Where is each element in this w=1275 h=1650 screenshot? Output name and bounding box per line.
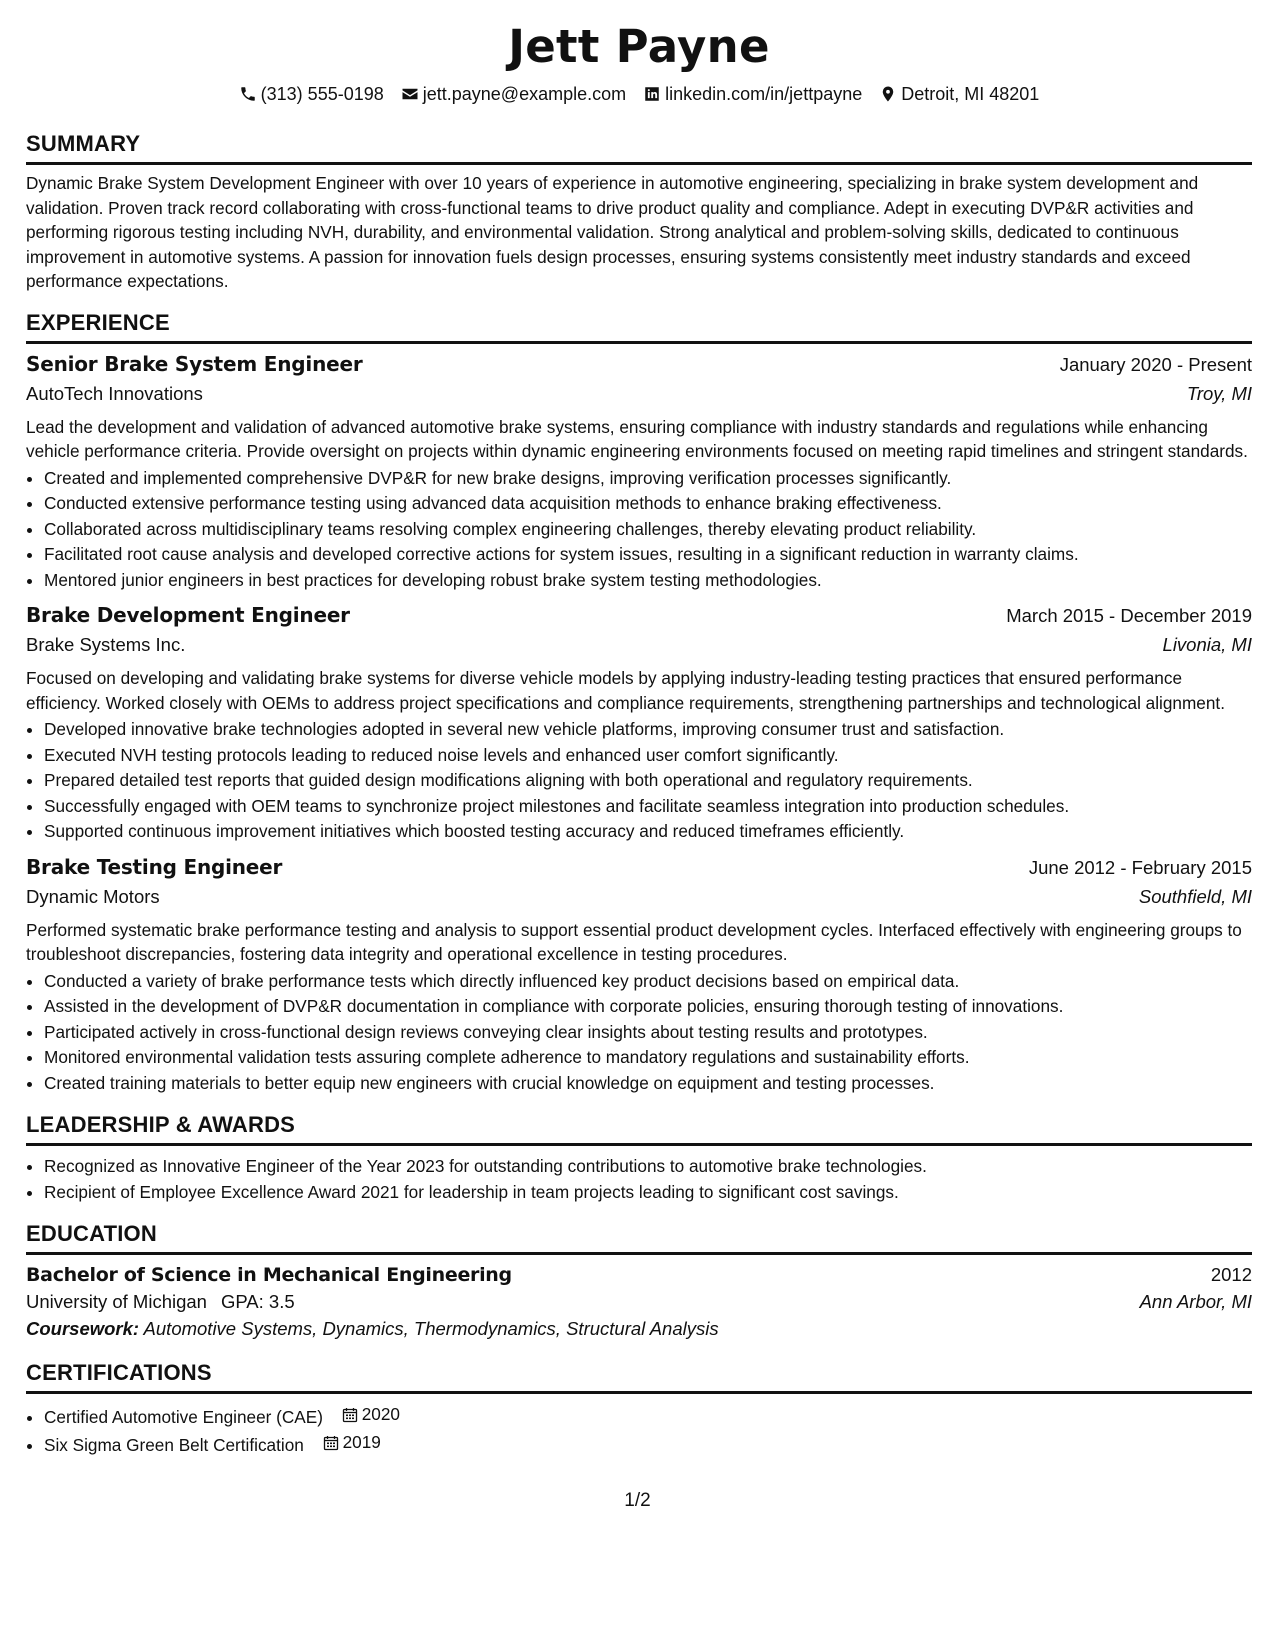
- school-location: Ann Arbor, MI: [1139, 1291, 1252, 1312]
- summary-text: Dynamic Brake System Development Engineer with over 10 years of experience in automotive engineering, specializing in brake system development and validation. Proven track record collaborating with cross-functional teams to drive product quality and compliance. Adept in executing DVP&R activities and performing rigorous testing including NVH, durability, and environmental validation. Strong analytical and problem-solving skills, dedicated to continuous improvement in automotive systems. A passion for innovation fuels design processes, ensuring systems consistently meet industry standards and exceed performance expectations.: [26, 173, 1199, 291]
- bullet-item: • Conducted a variety of brake performance tests which directly influenced key product decisions based on empirical data.: [44, 969, 1252, 995]
- job-bullets: [26, 466, 1252, 594]
- certification-year: 2019: [342, 1432, 381, 1453]
- bullet-item: • Executed NVH testing protocols leading to reduced noise levels and enhanced user comfort significantly.: [44, 743, 1252, 769]
- phone-icon: [239, 85, 257, 103]
- bullet-item: • Monitored environmental validation tests assuring complete adherence to mandatory regulations and sustainability efforts.: [44, 1045, 1252, 1071]
- job-title: Brake Development Engineer: [26, 603, 350, 627]
- job-title: Senior Brake System Engineer: [26, 351, 363, 376]
- location-text: Detroit, MI 48201: [901, 84, 1040, 104]
- contact-linkedin[interactable]: [643, 82, 862, 106]
- job-company: AutoTech Innovations: [26, 382, 203, 404]
- calendar-icon: [342, 1407, 358, 1423]
- job-entry: [26, 603, 1252, 845]
- education-section: [26, 1221, 1252, 1340]
- bullet-item: • Recipient of Employee Excellence Award 2021 for leadership in team projects leading to significant cost savings.: [44, 1180, 1252, 1206]
- bullet-item: • Participated actively in cross-functional design reviews conveying clear insights about testing results and prototypes.: [44, 1020, 1252, 1046]
- contact-phone[interactable]: [239, 82, 384, 106]
- job-location: Livonia, MI: [1162, 634, 1252, 655]
- page-number: 1/2: [624, 1490, 651, 1511]
- job-location: Southfield, MI: [1138, 885, 1252, 907]
- certification-item: [44, 1402, 1252, 1430]
- job-location: Troy, MI: [1186, 382, 1252, 404]
- bullet-item: • Collaborated across multidisciplinary teams resolving complex engineering challenges, thereby elevating product reliability.: [44, 517, 1252, 543]
- bullet-item: • Supported continuous improvement initiatives which boosted testing accuracy and reduced timeframes efficiently.: [44, 819, 1252, 845]
- job-dates: June 2012 - February 2015: [1028, 856, 1252, 878]
- linkedin-icon: [643, 85, 661, 103]
- job-company: Brake Systems Inc.: [26, 634, 186, 655]
- bullet-item: • Conducted extensive performance testing using advanced data acquisition methods to enhance braking effectiveness.: [44, 491, 1252, 517]
- certifications-section: [26, 1360, 1252, 1459]
- contact-location: [879, 82, 1039, 106]
- map-pin-icon: [879, 85, 897, 103]
- certification-list: [26, 1402, 1252, 1459]
- bullet-item: • Facilitated root cause analysis and developed corrective actions for system issues, resulting in a significant reduction in warranty claims.: [44, 542, 1252, 568]
- leadership-section: [26, 1112, 1252, 1205]
- job-description: Lead the development and validation of advanced automotive brake systems, ensuring compliance with industry standards and regulations while enhancing vehicle performance criteria. Provide oversight on projects within dynamic engineering environments focused on meeting rapid timelines and stringent standards.: [26, 416, 1248, 461]
- certification-item: [44, 1430, 1252, 1458]
- coursework-label: Coursework:: [26, 1318, 140, 1339]
- certification-name: Certified Automotive Engineer (CAE): [44, 1406, 323, 1427]
- bullet-item: • Successfully engaged with OEM teams to synchronize project milestones and facilitate seamless integration into production schedules.: [44, 794, 1252, 820]
- job-company: Dynamic Motors: [26, 885, 160, 907]
- email-text: jett.payne@example.com: [422, 84, 627, 104]
- experience-section: [26, 310, 1252, 1097]
- job-dates: January 2020 - Present: [1059, 353, 1252, 375]
- bullet-item: • Assisted in the development of DVP&R documentation in compliance with corporate policies, ensuring thorough testing of innovations.: [44, 994, 1252, 1020]
- linkedin-text: linkedin.com/in/jettpayne: [665, 84, 863, 104]
- bullet-item: • Created and implemented comprehensive DVP&R for new brake designs, improving verification processes significantly.: [44, 466, 1252, 492]
- phone-text: (313) 555-0198: [260, 84, 384, 104]
- bullet-item: • Developed innovative brake technologies adopted in several new vehicle platforms, improving consumer trust and satisfaction.: [44, 717, 1252, 743]
- job-bullets: [26, 969, 1252, 1097]
- gpa: GPA: 3.5: [220, 1291, 295, 1312]
- job-bullets: [26, 717, 1252, 845]
- coursework-list: Automotive Systems, Dynamics, Thermodynamics, Structural Analysis: [143, 1318, 719, 1339]
- job-description: Focused on developing and validating brake systems for diverse vehicle models by applying industry-leading testing practices that ensured performance efficiency. Worked closely with OEMs to address project specifications and compliance requirements, strengthening partnerships and technological alignment.: [26, 668, 1225, 713]
- bullet-item: • Created training materials to better equip new engineers with crucial knowledge on equipment and testing processes.: [44, 1071, 1252, 1097]
- bullet-item: • Mentored junior engineers in best practices for developing robust brake system testing methodologies.: [44, 568, 1252, 594]
- job-entry: [26, 855, 1252, 1097]
- section-title-education: EDUCATION: [26, 1221, 1252, 1255]
- job-title: Brake Testing Engineer: [26, 854, 283, 879]
- envelope-icon: [401, 85, 419, 103]
- school-name: University of Michigan: [26, 1291, 207, 1312]
- section-title-experience: EXPERIENCE: [26, 310, 1252, 344]
- section-title-certifications: CERTIFICATIONS: [26, 1360, 1252, 1394]
- section-title-summary: SUMMARY: [26, 131, 1252, 165]
- bullet-item: • Prepared detailed test reports that guided design modifications aligning with both operational and regulatory requirements.: [44, 768, 1252, 794]
- summary-section: [26, 131, 1252, 294]
- graduation-year: 2012: [1210, 1264, 1252, 1285]
- certification-date: [342, 1402, 400, 1428]
- section-title-leadership: LEADERSHIP & AWARDS: [26, 1112, 1252, 1146]
- certification-name: Six Sigma Green Belt Certification: [44, 1435, 304, 1455]
- certification-year: 2020: [361, 1404, 400, 1424]
- contact-email[interactable]: [401, 82, 626, 106]
- candidate-name: Jett Payne: [508, 20, 770, 73]
- resume-page: [26, 18, 1252, 1459]
- coursework: [26, 1318, 1252, 1340]
- certification-date: [323, 1430, 381, 1456]
- calendar-icon: [323, 1435, 339, 1451]
- job-description: Performed systematic brake performance testing and analysis to support essential product development cycles. Interfaced effectively with engineering groups to troubleshoot discrepancies, fostering data integrity and operational excellence in testing procedures.: [26, 919, 1242, 964]
- bullet-item: • Recognized as Innovative Engineer of the Year 2023 for outstanding contributions to automotive brake technologies.: [44, 1154, 1252, 1180]
- leadership-bullets: [26, 1154, 1252, 1205]
- contact-bar: [26, 82, 1252, 106]
- degree-name: Bachelor of Science in Mechanical Engineering: [26, 1264, 512, 1286]
- job-entry: [26, 352, 1252, 594]
- job-dates: March 2015 - December 2019: [1006, 605, 1252, 626]
